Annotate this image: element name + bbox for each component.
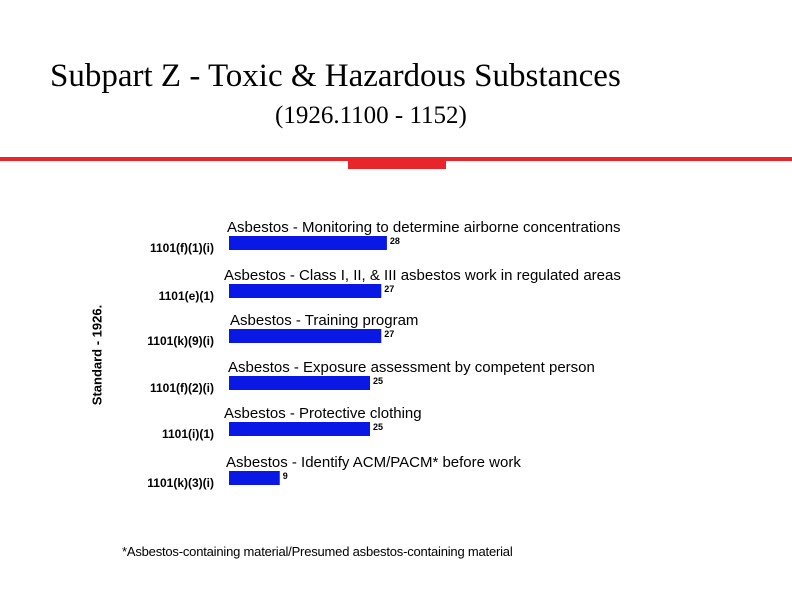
data-label: 27: [384, 284, 395, 294]
y-axis-label: Standard - 1926.: [89, 304, 105, 406]
data-label: 27: [384, 329, 395, 339]
bar: [229, 284, 381, 298]
category-label: 1101(k)(9)(i): [147, 334, 214, 348]
bar-description: Asbestos - Training program: [230, 312, 419, 329]
category-label: 1101(e)(1): [158, 289, 214, 303]
data-label: 25: [373, 376, 384, 386]
bar-description: Asbestos - Class I, II, & III asbestos work in regulated areas: [224, 267, 621, 284]
data-label: 9: [282, 471, 288, 481]
category-label: 1101(k)(3)(i): [147, 476, 214, 490]
bar-description: Asbestos - Exposure assessment by competent person: [228, 359, 595, 376]
category-label: 1101(i)(1): [161, 427, 214, 441]
category-label: 1101(f)(2)(i): [149, 381, 214, 395]
bar: [229, 422, 370, 436]
bar-description: Asbestos - Identify ACM/PACM* before work: [226, 454, 521, 471]
page-subtitle: (1926.1100 - 1152): [275, 102, 467, 129]
data-label: 25: [373, 422, 384, 432]
bar-description: Asbestos - Protective clothing: [224, 405, 422, 422]
data-label: 28: [389, 236, 400, 246]
page-title: Subpart Z - Toxic & Hazardous Substances: [50, 58, 621, 94]
bar: [229, 471, 280, 485]
bar-description: Asbestos - Monitoring to determine airborne concentrations: [227, 219, 621, 236]
category-label: 1101(f)(1)(i): [149, 241, 214, 255]
bar: [229, 376, 370, 390]
bar: [229, 329, 381, 343]
bar: [229, 236, 387, 250]
footnote: *Asbestos-containing material/Presumed asbestos-containing material: [122, 544, 513, 559]
